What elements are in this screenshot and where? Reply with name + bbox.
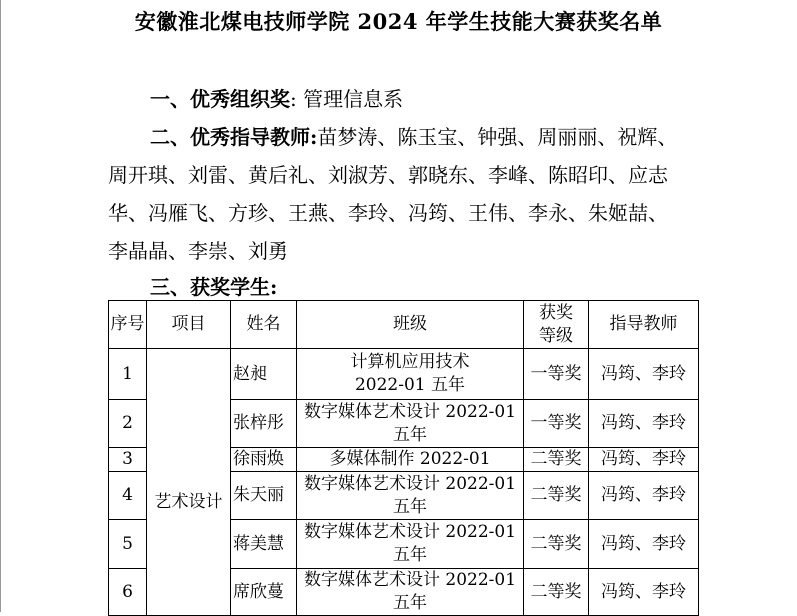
row-teacher: 冯筠、李玲: [589, 349, 699, 400]
section-teachers-line-3: 华、冯雁飞、方珍、王燕、李玲、冯筠、王伟、李永、朱姬喆、: [108, 201, 668, 225]
award-table: [108, 300, 699, 616]
row-level: 二等奖: [524, 472, 589, 520]
row-teacher: 冯筠、李玲: [589, 520, 699, 569]
section-teachers-line-2: 周开琪、刘雷、黄后礼、刘淑芳、郭晓东、李峰、陈昭印、应志: [108, 163, 668, 187]
row-index: 3: [109, 448, 147, 472]
header-class: 班级: [297, 301, 524, 349]
header-level-line2: 等级: [539, 325, 573, 346]
header-project: 项目: [147, 301, 231, 349]
class-line2: 五年: [393, 424, 427, 445]
row-index: 6: [109, 569, 147, 616]
row-level: 一等奖: [524, 400, 589, 448]
class-line1: 计算机应用技术: [350, 352, 470, 372]
class-line2: 五年: [393, 545, 427, 565]
page-edge-divider: [0, 0, 1, 612]
row-index: 4: [109, 472, 147, 520]
header-level-line1: 获奖: [539, 302, 573, 323]
row-name: 张梓彤: [231, 400, 297, 448]
header-name: 姓名: [231, 301, 297, 349]
section-teachers-line-1: [150, 118, 677, 156]
project-cell: 艺术设计: [147, 349, 231, 616]
header-level: [524, 301, 589, 349]
class-line2: 五年: [393, 496, 427, 517]
class-line1: 数字媒体艺术设计 2022-01: [303, 522, 517, 542]
section-organization-award: [150, 80, 403, 118]
teacher-names: 苗梦涛、陈玉宝、钟强、周丽丽、祝辉、: [317, 125, 678, 149]
row-teacher: 冯筠、李玲: [589, 569, 699, 616]
section-text: : 管理信息系: [290, 87, 404, 111]
row-level: 二等奖: [524, 569, 589, 616]
class-line1: 数字媒体艺术设计 2022-01: [303, 473, 517, 494]
row-level: 一等奖: [524, 349, 589, 400]
row-name: 朱天丽: [231, 472, 297, 520]
row-name: 蒋美慧: [231, 520, 297, 569]
document-title: 安徽淮北煤电技师学院 2024 年学生技能大赛获奖名单: [134, 9, 663, 34]
row-class: [297, 520, 524, 569]
section-heading: 一、优秀组织奖: [150, 87, 290, 111]
class-line2: 五年: [393, 593, 427, 613]
row-level: 二等奖: [524, 520, 589, 569]
header-index: 序号: [109, 301, 147, 349]
class-line2: 2022-01 五年: [354, 375, 466, 395]
row-level: 二等奖: [524, 448, 589, 472]
row-name: 席欣蔓: [231, 569, 297, 616]
class-line1: 数字媒体艺术设计 2022-01: [303, 401, 517, 422]
row-index: 5: [109, 520, 147, 569]
row-name: 徐雨焕: [231, 448, 297, 472]
row-teacher: 冯筠、李玲: [589, 472, 699, 520]
section-students-heading: 三、获奖学生:: [150, 275, 278, 299]
table-header-row: [109, 301, 699, 349]
row-index: 1: [109, 349, 147, 400]
row-class: [297, 349, 524, 400]
row-name: 赵昶: [231, 349, 297, 400]
header-teacher: 指导教师: [589, 301, 699, 349]
row-class: 多媒体制作 2022-01: [297, 448, 524, 472]
class-line1: 数字媒体艺术设计 2022-01: [303, 570, 517, 590]
section-heading: 二、优秀指导教师:: [150, 125, 318, 149]
row-class: [297, 472, 524, 520]
row-index: 2: [109, 400, 147, 448]
row-teacher: 冯筠、李玲: [589, 400, 699, 448]
row-class: [297, 400, 524, 448]
row-class: [297, 569, 524, 616]
row-teacher: 冯筠、李玲: [589, 448, 699, 472]
section-teachers-line-4: 李晶晶、李崇、刘勇: [108, 239, 288, 263]
table-row: [109, 349, 699, 400]
